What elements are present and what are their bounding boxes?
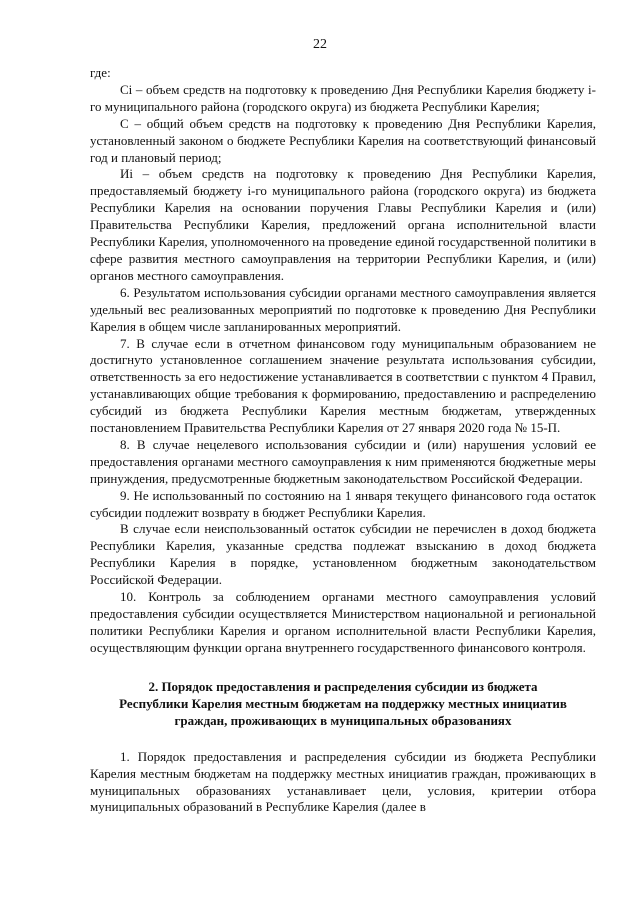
page-number: 22: [313, 37, 327, 52]
paragraph-item-8: 8. В случае нецелевого использования субсидии и (или) нарушения условий ее предоставления органами местного самоуправления к ним применяются бюджетные меры принуждения, предусмотренные бюджетным законодательством Российской Федерации.: [90, 436, 596, 486]
section-heading: [90, 678, 596, 729]
paragraph-section-2-item-1: 1. Порядок предоставления и распределения субсидии из бюджета Республики Карелия местным бюджетам на поддержку местных инициатив граждан, проживающих в муниципальных образованиях устанавливает цели, условия, критерии отбора муниципальных образований в Республике Карелия (далее в: [90, 748, 596, 815]
paragraph-where: где:: [90, 65, 111, 80]
paragraph-ci-definition: Ci – объем средств на подготовку к проведению Дня Республики Карелия бюджету i-го муниципального района (городского округа) из бюджета Республики Карелия;: [90, 81, 596, 114]
section-heading-line: Республики Карелия местным бюджетам на поддержку местных инициатив: [119, 695, 567, 711]
document-body: [90, 65, 596, 816]
paragraph-item-9-continued: В случае если неиспользованный остаток субсидии не перечислен в доход бюджета Республики Карелия, указанные средства подлежат взысканию в доход бюджета Республики Карелия в порядке, установленном бюджетным законодательством Российской Федерации.: [90, 521, 596, 588]
paragraph-item-6: 6. Результатом использования субсидии органами местного самоуправления является удельный вес реализованных мероприятий по подготовке к проведению Дня Республики Карелия в общем числе запланированных мероприятий.: [90, 284, 596, 334]
section-heading-line: граждан, проживающих в муниципальных образованиях: [174, 712, 512, 728]
paragraphs-top: [90, 65, 596, 657]
paragraph-c-definition: С – общий объем средств на подготовку к проведению Дня Республики Карелия, установленный законом о бюджете Республики Карелия на соответствующий финансовый год и плановый период;: [90, 115, 596, 165]
section-heading-line: 2. Порядок предоставления и распределения субсидии из бюджета: [148, 678, 538, 694]
paragraph-item-9: 9. Не использованный по состоянию на 1 января текущего финансового года остаток субсидии подлежит возврату в бюджет Республики Карелия.: [90, 487, 596, 520]
paragraph-item-10: 10. Контроль за соблюдением органами местного самоуправления условий предоставления субсидии осуществляется Министерством национальной и региональной политики Республики Карелия и органом исполнительной власти Республики Карелия, осуществляющим функции органа внутреннего государственного финансового контроля.: [90, 589, 596, 655]
paragraph-ii-definition: Иi – объем средств на подготовку к проведению Дня Республики Карелия, предоставляемый бюджету i-го муниципального района (городского округа) из бюджета Республики Карелия на основании поручения Главы Республики Карелия и (или) Правительства Республики Карелия, предложений органа исполнительной власти Республики Карелия, уполномоченного на проведение единой государственной политики в сфере развития местного самоуправления на территории Республики Карелия, и (или) органов местного самоуправления.: [90, 166, 596, 283]
paragraphs-bottom: [90, 749, 596, 817]
paragraph-item-7: 7. В случае если в отчетном финансовом году муниципальным образованием не достигнуто установленное соглашением значение результата использования субсидии, ответственность за его недостижение устанавливается в соответствии с пунктом 4 Правил, устанавливающих общие требования к формированию, предоставлению и распределению субсидий из бюджета Республики Карелия местным бюджетам, утвержденных постановлением Правительства Республики Карелия от 27 января 2020 года № 15-П.: [90, 335, 596, 436]
